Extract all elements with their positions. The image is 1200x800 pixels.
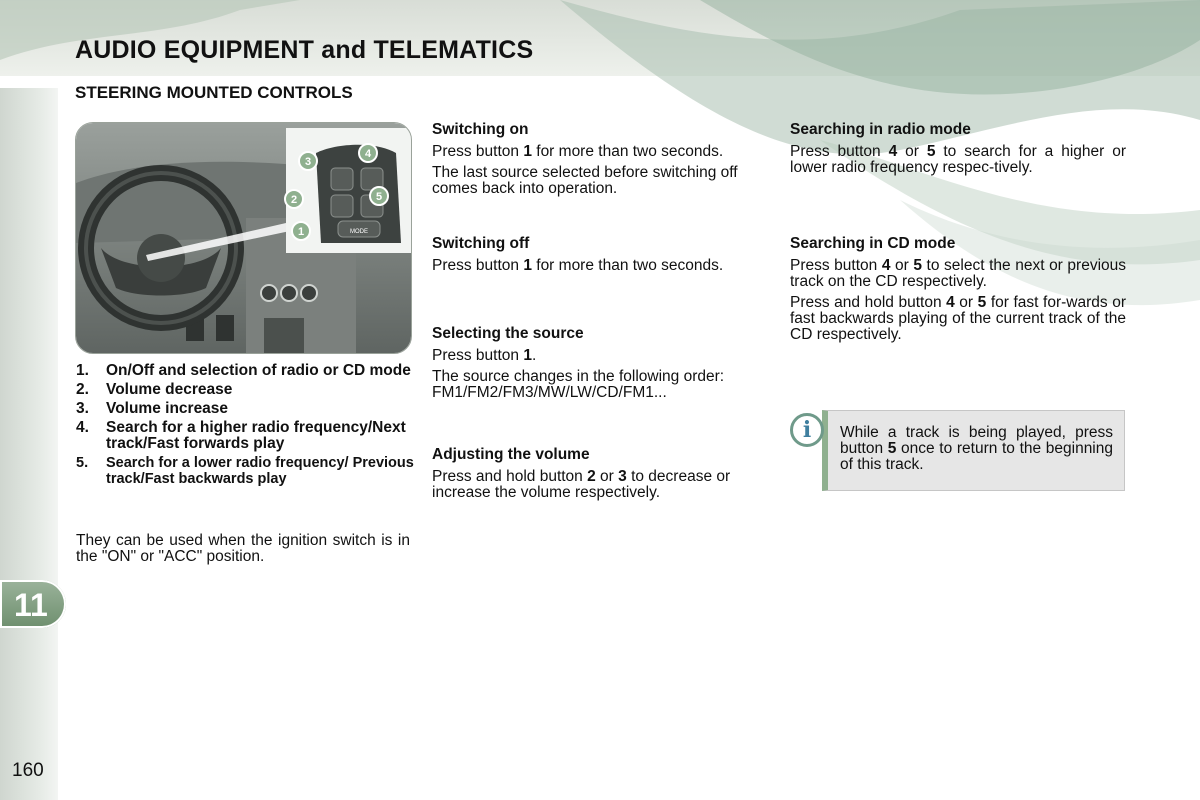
left-margin-strip [0,88,58,800]
switching-on-text-2: The last source selected before switching off comes back into operation. [432,164,738,197]
info-note-text: While a track is being played, press button 5 once to return to the beginning of this track. [840,424,1113,473]
radio-mode-text: Press button 4 or 5 to search for a higher or lower radio frequency respec-tively. [790,143,1126,176]
page-title: AUDIO EQUIPMENT and TELEMATICS [75,36,534,64]
mode-button-label: MODE [350,229,368,235]
selecting-source-heading: Selecting the source [432,325,584,342]
page-number: 160 [12,760,44,781]
callout-4: 4 [364,148,372,160]
selecting-source-text: Press button 1. [432,347,537,364]
button-legend-list [76,363,416,490]
callout-5: 5 [375,191,383,203]
callout-1: 1 [297,226,305,238]
switching-off-heading: Switching off [432,235,530,252]
radio-mode-block [790,121,1126,181]
adjusting-volume-heading: Adjusting the volume [432,446,590,463]
selecting-source-block [432,325,768,406]
steering-controls-illustration [75,122,412,354]
cd-mode-text-2: Press and hold button 4 or 5 for fast for-wards or fast backwards playing of the current track of the CD respectively. [790,294,1126,343]
legend-item: 5. Search for a lower radio frequency/ Previous track/Fast backwards play [76,455,414,487]
info-icon: i [790,413,824,447]
switching-on-text: Press button 1 for more than two seconds. [432,143,724,160]
chapter-number: 11 [14,587,48,623]
legend-item: 2. Volume decrease [76,381,233,398]
cd-mode-block [790,235,1126,348]
cd-mode-text: Press button 4 or 5 to select the next or previous track on the CD respectively. [790,257,1126,290]
legend-item: 4. Search for a higher radio frequency/Next track/Fast forwards play [76,419,406,452]
chapter-tab [0,580,66,628]
cd-mode-heading: Searching in CD mode [790,235,956,252]
radio-mode-heading: Searching in radio mode [790,121,971,138]
switching-off-block [432,235,768,279]
adjusting-volume-block [432,446,768,506]
switching-off-text: Press button 1 for more than two seconds. [432,257,724,274]
callout-2: 2 [290,194,298,206]
legend-item: 1. On/Off and selection of radio or CD mode [76,362,411,379]
switching-on-heading: Switching on [432,121,529,138]
switching-on-block [432,121,768,202]
adjusting-volume-text: Press and hold button 2 or 3 to decrease or increase the volume respectively. [432,468,731,501]
selecting-source-order: The source changes in the following order: FM1/FM2/FM3/MW/LW/CD/FM1... [432,368,725,401]
section-title: STEERING MOUNTED CONTROLS [75,83,353,102]
legend-item: 3. Volume increase [76,400,229,417]
ignition-note: They can be used when the ignition switch is in the "ON" or "ACC" position. [76,532,410,565]
callout-3: 3 [304,156,312,168]
